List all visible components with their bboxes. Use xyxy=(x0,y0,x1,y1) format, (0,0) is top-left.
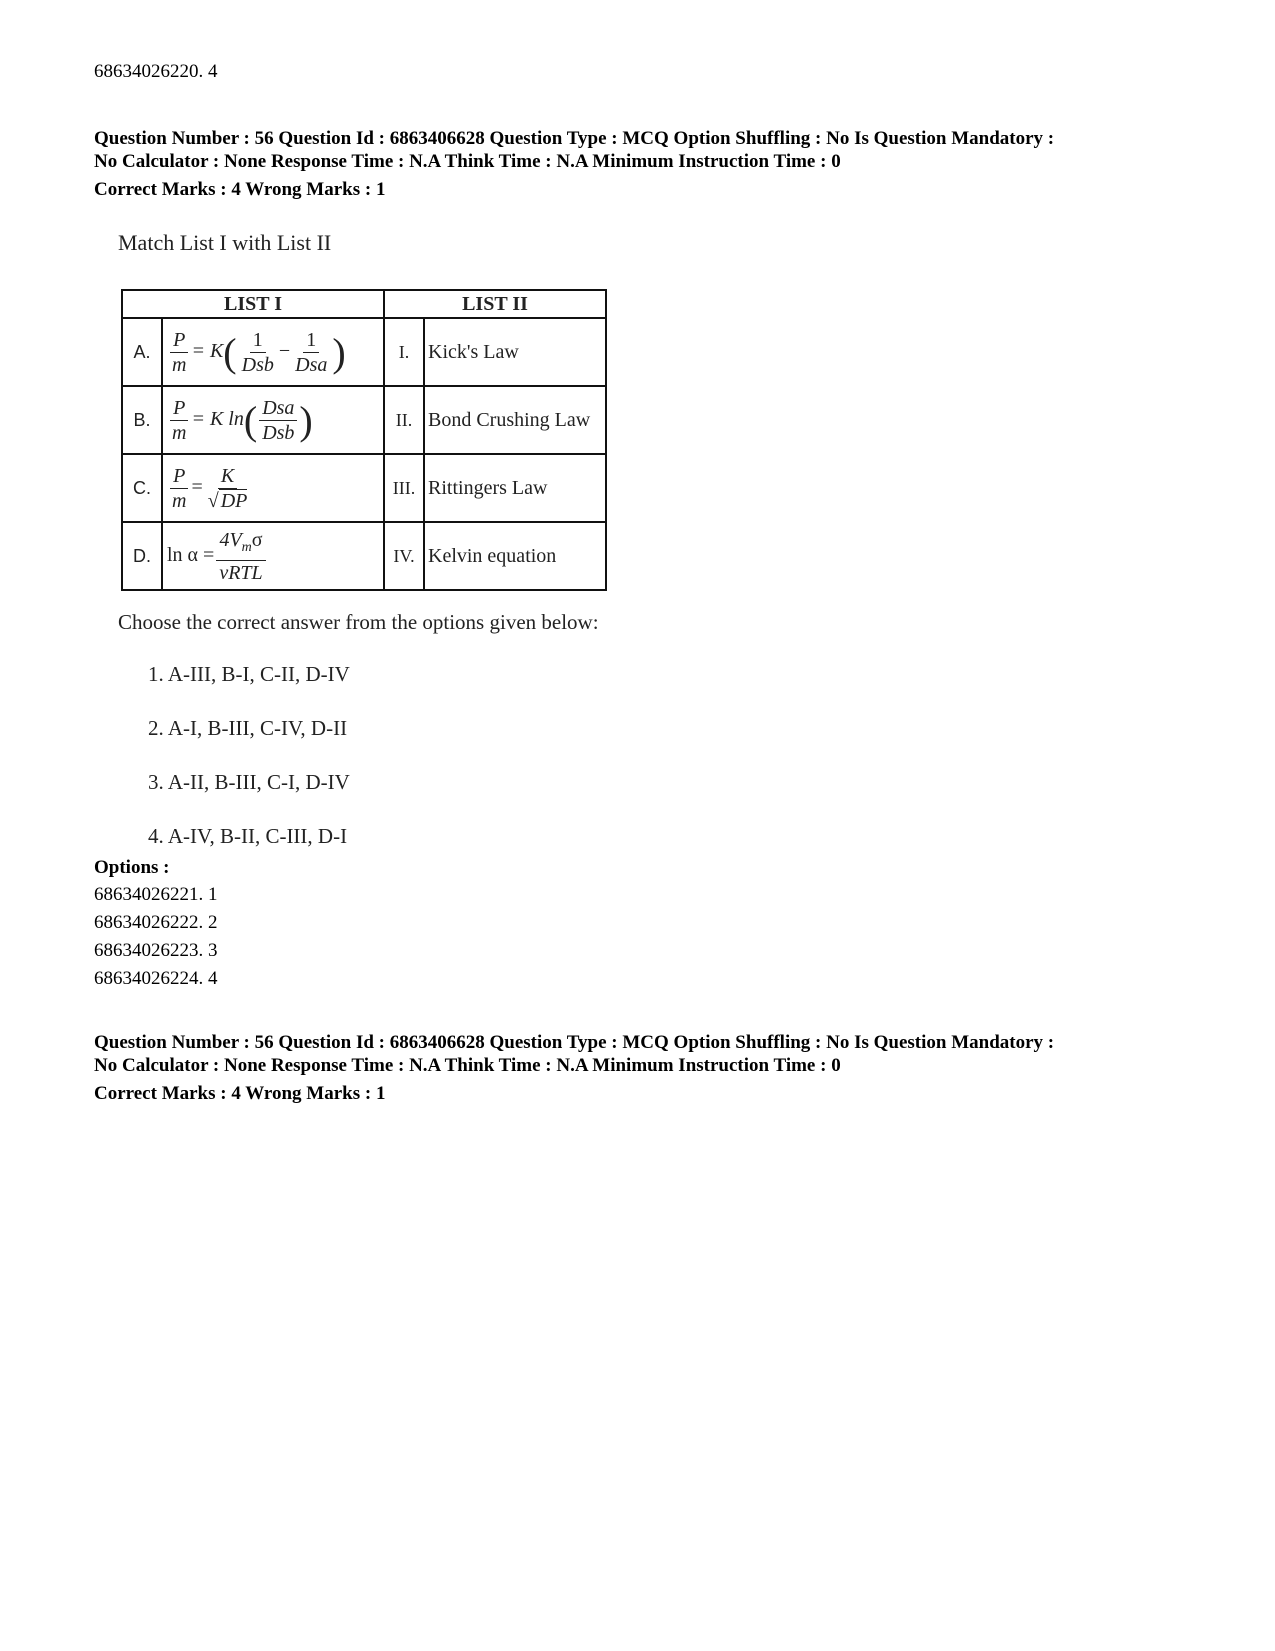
question-marks: Correct Marks : 4 Wrong Marks : 1 xyxy=(94,179,386,200)
options-heading: Options : xyxy=(94,857,170,878)
answer-choice-4: 4. A-IV, B-II, C-III, D-I xyxy=(148,824,348,848)
equation-kelvin: ln α = $\frac{4V_m\sigma}{\text{vRTL}}$ xyxy=(162,522,384,590)
option-item-2: 68634026222. 2 xyxy=(94,912,218,933)
top-reference: 68634026220. 4 xyxy=(94,61,218,82)
equation-kick: $\frac{P}{m}$ = K( $\frac{1}{\text{Dsb}}$ − $\frac{1}{\text{Dsa}}$ ) xyxy=(162,318,384,386)
match-table xyxy=(121,289,607,591)
choose-instruction: Choose the correct answer from the options given below: xyxy=(118,610,599,634)
row-number: III. xyxy=(384,454,424,522)
row-number: II. xyxy=(384,386,424,454)
answer-choice-3: 3. A-II, B-III, C-I, D-IV xyxy=(148,770,350,794)
option-item-4: 68634026224. 4 xyxy=(94,968,218,989)
header-list-2: LIST II xyxy=(384,290,606,318)
option-item-1: 68634026221. 1 xyxy=(94,884,218,905)
row-label: D. xyxy=(122,522,162,590)
table-row xyxy=(122,522,606,590)
match-table-header xyxy=(122,290,606,318)
row-number: IV. xyxy=(384,522,424,590)
question-marks: Correct Marks : 4 Wrong Marks : 1 xyxy=(94,1083,386,1104)
table-row xyxy=(122,318,606,386)
answer-choice-1: 1. A-III, B-I, C-II, D-IV xyxy=(148,662,350,686)
question-prompt: Match List I with List II xyxy=(118,230,332,255)
row-label: C. xyxy=(122,454,162,522)
question-meta-line-2: No Calculator : None Response Time : N.A Think Time : N.A Minimum Instruction Time : 0 xyxy=(94,1055,841,1076)
law-name: Kelvin equation xyxy=(424,522,606,590)
equation-rittinger: $\frac{P}{m}$ = $\frac{K}{√ DP}$ xyxy=(162,454,384,522)
question-meta-line-1: Question Number : 56 Question Id : 6863406628 Question Type : MCQ Option Shuffling : No Is Question Mandatory : xyxy=(94,128,1055,149)
row-label: B. xyxy=(122,386,162,454)
header-list-1: LIST I xyxy=(122,290,384,318)
question-meta-line-2: No Calculator : None Response Time : N.A Think Time : N.A Minimum Instruction Time : 0 xyxy=(94,151,841,172)
law-name: Rittingers Law xyxy=(424,454,606,522)
question-meta-line-1: Question Number : 56 Question Id : 6863406628 Question Type : MCQ Option Shuffling : No Is Question Mandatory : xyxy=(94,1032,1055,1053)
answer-choice-2: 2. A-I, B-III, C-IV, D-II xyxy=(148,716,348,740)
equation-bond: $\frac{P}{m}$ = K ln( $\frac{\text{Dsa}}{\text{Dsb}}$ ) xyxy=(162,386,384,454)
table-row xyxy=(122,454,606,522)
law-name: Kick's Law xyxy=(424,318,606,386)
table-row xyxy=(122,386,606,454)
row-label: A. xyxy=(122,318,162,386)
option-item-3: 68634026223. 3 xyxy=(94,940,218,961)
row-number: I. xyxy=(384,318,424,386)
law-name: Bond Crushing Law xyxy=(424,386,606,454)
